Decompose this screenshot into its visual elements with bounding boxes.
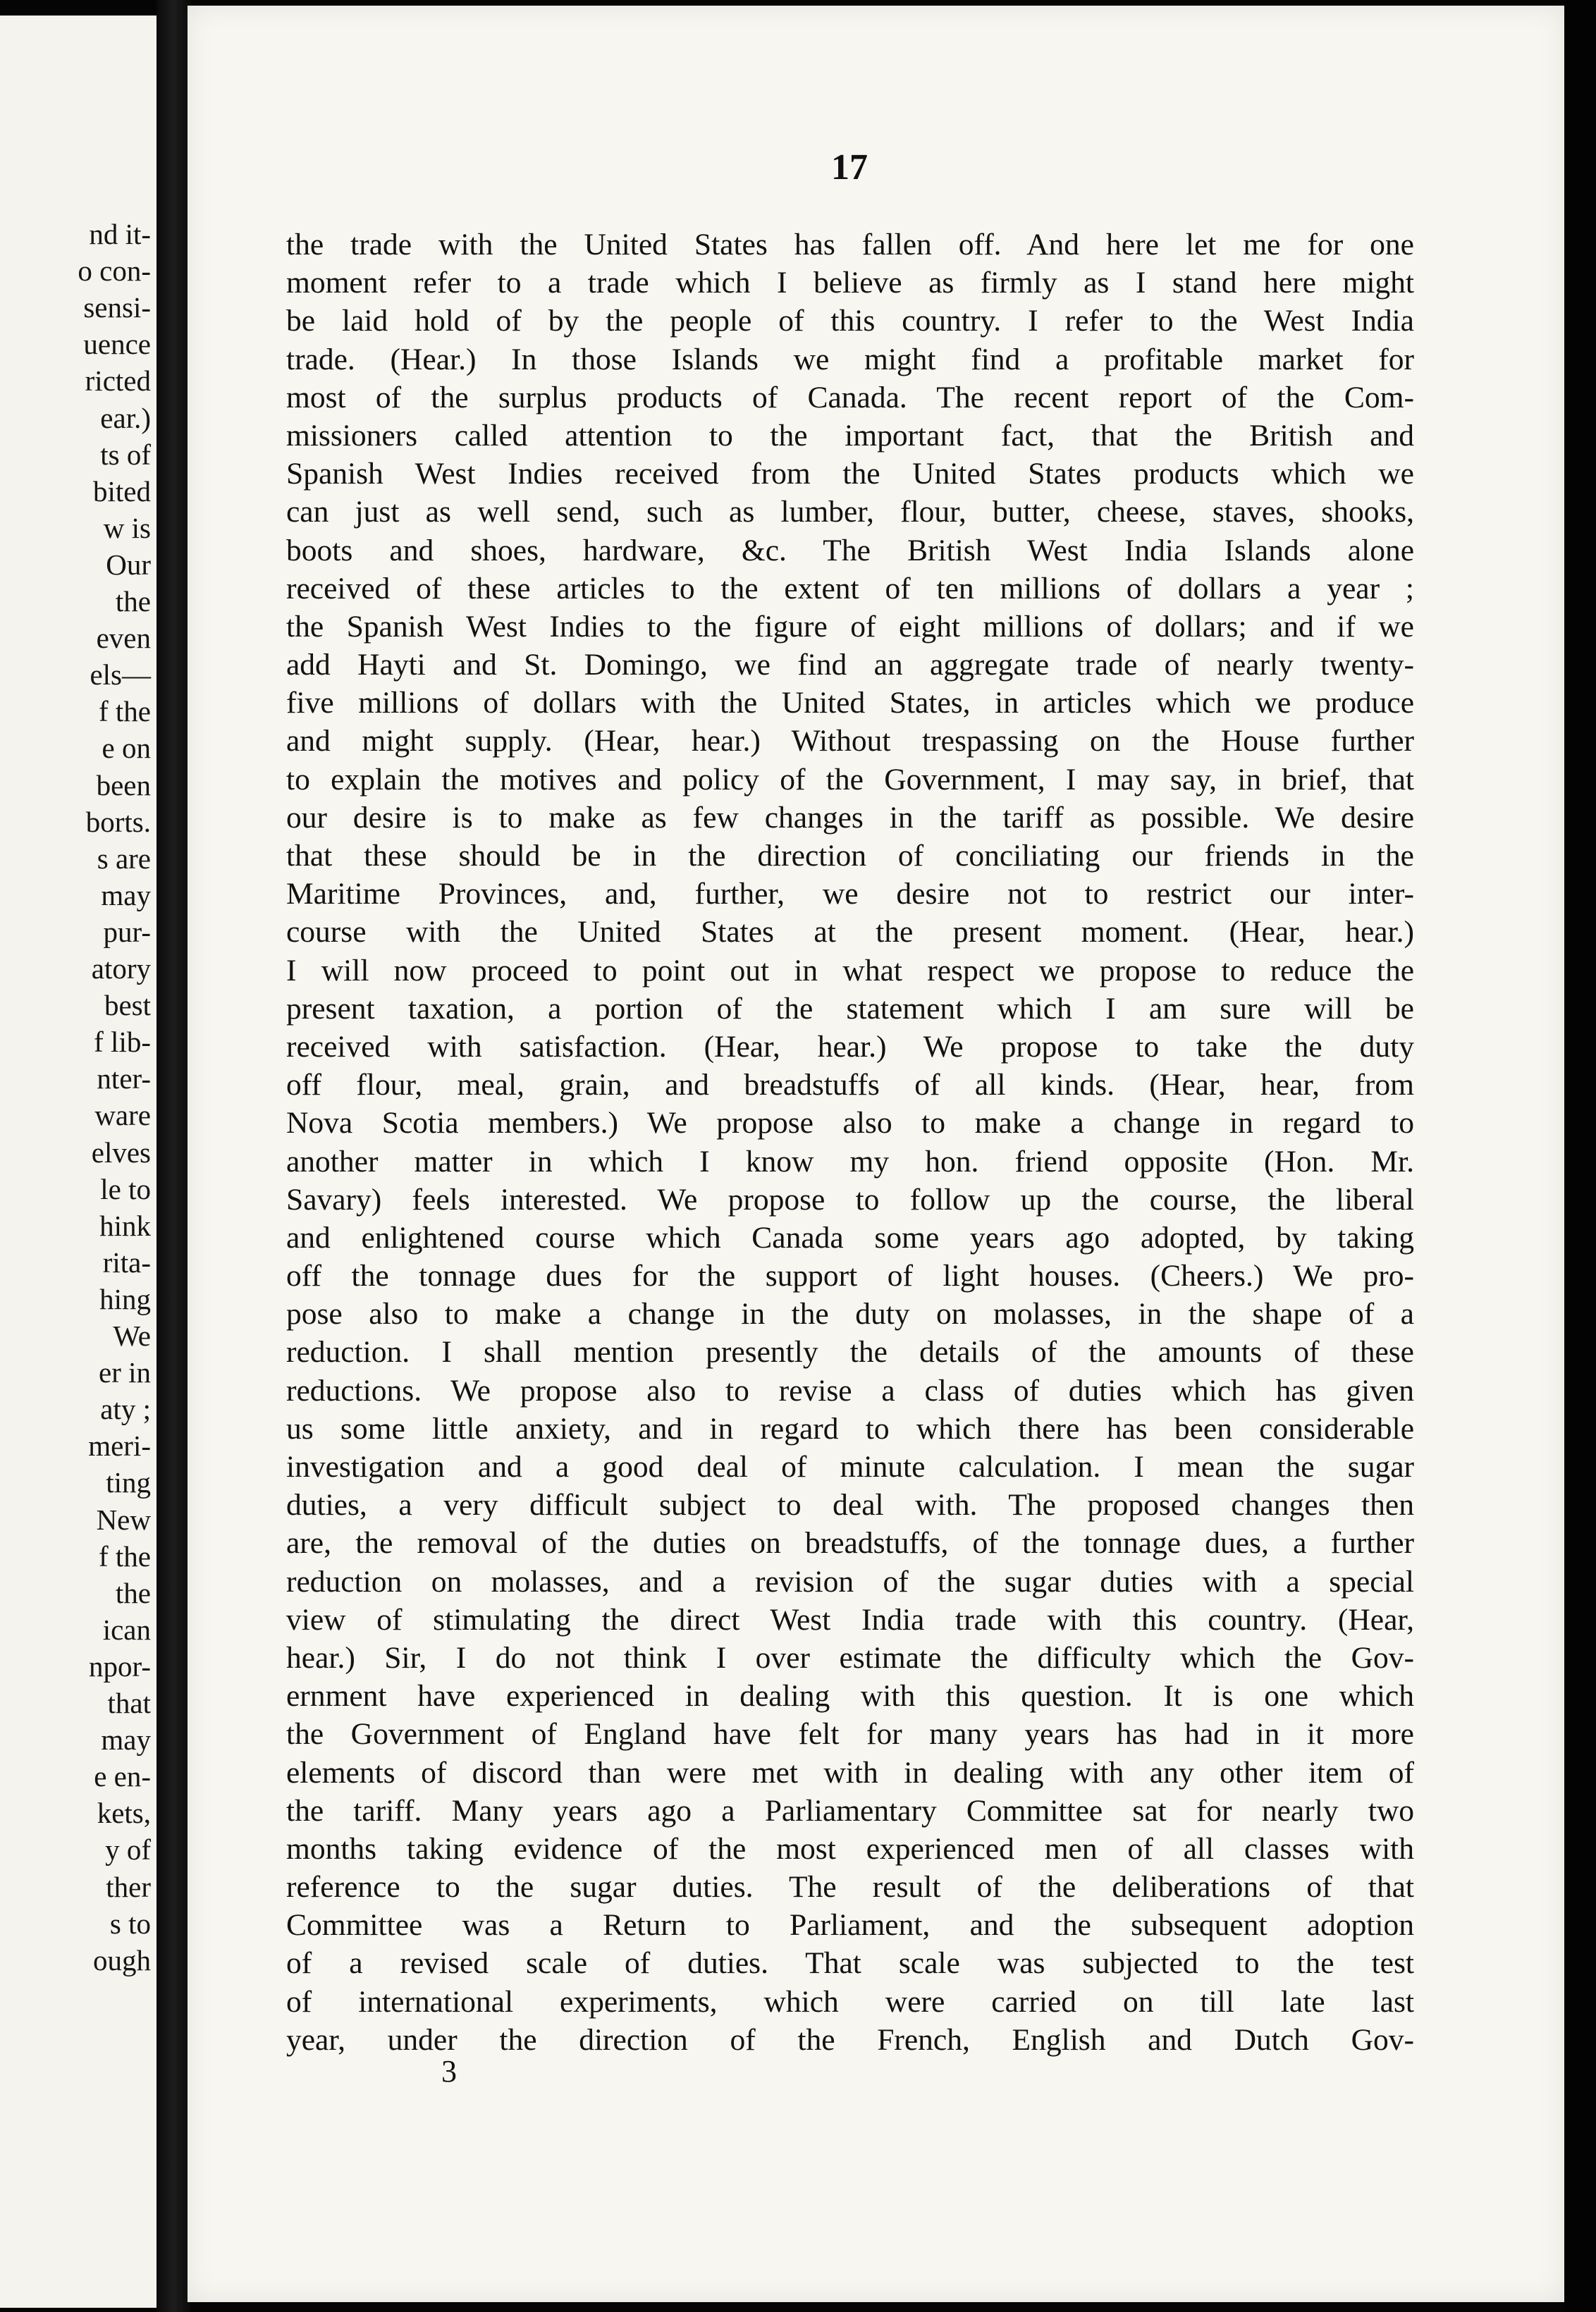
text-line: reduction on molasses, and a revision of the sugar duties with a special [286, 1564, 1414, 1599]
left-page-line-fragment: the [115, 1576, 151, 1609]
text-line: and might supply. (Hear, hear.) Without trespassing on the House further [286, 724, 1414, 758]
body-text [286, 226, 1414, 2059]
text-line: the tariff. Many years ago a Parliamentary Committee sat for nearly two [286, 1793, 1414, 1828]
text-line: hear.) Sir, I do not think I over estimate the difficulty which the Gov- [286, 1640, 1414, 1675]
left-page-line-fragment: els— [90, 658, 151, 691]
left-page-line-fragment: best [104, 989, 151, 1022]
text-line: most of the surplus products of Canada. The recent report of the Com- [286, 380, 1414, 414]
text-line: and enlightened course which Canada some years ago adopted, by taking [286, 1220, 1414, 1255]
left-page-line-fragment: s are [97, 842, 151, 875]
left-page-line-fragment: nd it- [89, 218, 151, 250]
left-page-line-fragment: bited [93, 474, 151, 508]
text-line: pose also to make a change in the duty on molasses, in the shape of a [286, 1297, 1414, 1332]
left-page-line-fragment: hing [99, 1282, 151, 1315]
left-page-line-fragment: npor- [89, 1649, 151, 1683]
text-line: the Government of England have felt for many years has had in it more [286, 1717, 1414, 1752]
left-facing-page [0, 16, 159, 2308]
left-page-line-fragment: hink [99, 1209, 151, 1242]
left-page-line-fragment: f the [99, 695, 151, 728]
text-line: can just as well send, such as lumber, flour, butter, cheese, staves, shooks, [286, 495, 1414, 529]
page-number: 17 [831, 147, 868, 187]
left-page-line-fragment: le to [100, 1172, 151, 1205]
text-line: missioners called attention to the important fact, that the British and [286, 418, 1414, 453]
left-page-line-fragment: ican [102, 1613, 151, 1646]
text-line: off flour, meal, grain, and breadstuffs of all kinds. (Hear, hear, from [286, 1068, 1414, 1102]
text-line: our desire is to make as few changes in the tariff as possible. We desire [286, 800, 1414, 835]
right-page [185, 6, 1567, 2302]
text-line: reduction. I shall mention presently the details of the amounts of these [286, 1335, 1414, 1370]
left-page-line-fragment: even [96, 622, 151, 655]
text-line: off the tonnage dues for the support of light houses. (Cheers.) We pro- [286, 1259, 1414, 1293]
left-page-line-fragment: aty ; [100, 1393, 151, 1426]
text-line: trade. (Hear.) In those Islands we might find a profitable market for [286, 342, 1414, 376]
text-line: five millions of dollars with the United States, in articles which we produce [286, 686, 1414, 720]
text-line: of a revised scale of duties. That scale was subjected to the test [286, 1946, 1414, 1981]
text-line: reductions. We propose also to revise a class of duties which has given [286, 1373, 1414, 1408]
text-line: months taking evidence of the most experienced men of all classes with [286, 1831, 1414, 1866]
left-page-line-fragment: nter- [97, 1062, 151, 1095]
text-line: view of stimulating the direct West India trade with this country. (Hear, [286, 1602, 1414, 1637]
text-line: elements of discord than were met with in dealing with any other item of [286, 1755, 1414, 1790]
text-line: course with the United States at the present moment. (Hear, hear.) [286, 915, 1414, 949]
text-line: the trade with the United States has fallen off. And here let me for one [286, 228, 1414, 262]
text-line: duties, a very difficult subject to deal with. The proposed changes then [286, 1488, 1414, 1523]
text-line: Maritime Provinces, and, further, we desire not to restrict our inter- [286, 877, 1414, 911]
text-line: investigation and a good deal of minute calculation. I mean the sugar [286, 1450, 1414, 1484]
text-line: present taxation, a portion of the statement which I am sure will be [286, 991, 1414, 1026]
left-page-line-fragment: sensi- [83, 291, 151, 324]
left-page-line-fragment: elves [91, 1136, 151, 1169]
left-page-line-fragment: borts. [85, 805, 151, 838]
left-page-line-fragment: ricted [85, 364, 151, 398]
left-page-line-fragment: w is [103, 511, 151, 544]
text-line: boots and shoes, hardware, &c. The British West India Islands alone [286, 533, 1414, 567]
text-line: of international experiments, which were carried on till late last [286, 1984, 1414, 2019]
text-line: the Spanish West Indies to the figure of eight millions of dollars; and if we [286, 609, 1414, 644]
left-page-line-fragment: ware [94, 1099, 151, 1132]
text-line: another matter in which I know my hon. friend opposite (Hon. Mr. [286, 1144, 1414, 1179]
left-page-line-fragment: ough [93, 1943, 151, 1976]
left-page-line-fragment: s to [109, 1907, 151, 1940]
left-page-line-fragment: pur- [103, 915, 151, 948]
text-line: I will now proceed to point out in what respect we propose to reduce the [286, 953, 1414, 988]
left-page-line-fragment: We [113, 1320, 151, 1352]
left-page-line-fragment: e en- [94, 1760, 151, 1793]
left-page-line-fragment: f lib- [94, 1026, 151, 1059]
left-page-line-fragment: er in [99, 1356, 151, 1389]
left-page-line-fragment: that [107, 1687, 151, 1719]
left-page-line-fragment: New [96, 1503, 151, 1536]
left-page-line-fragment: o con- [78, 254, 151, 288]
left-page-line-fragment: atory [91, 952, 151, 985]
text-line: us some little anxiety, and in regard to which there has been considerable [286, 1411, 1414, 1446]
left-page-line-fragment: Our [106, 548, 151, 581]
text-line: moment refer to a trade which I believe as firmly as I stand here might [286, 266, 1414, 300]
text-line: Committee was a Return to Parliament, and the subsequent adoption [286, 1908, 1414, 1943]
text-line: Savary) feels interested. We propose to follow up the course, the liberal [286, 1182, 1414, 1217]
text-line: to explain the motives and policy of the Government, I may say, in brief, that [286, 762, 1414, 797]
left-page-line-fragment: f the [99, 1539, 151, 1573]
left-page-line-fragment: kets, [97, 1797, 151, 1830]
text-line: ernment have experienced in dealing with this question. It is one which [286, 1679, 1414, 1714]
left-page-line-fragment: ear.) [100, 401, 151, 434]
left-page-line-fragment: e on [102, 732, 151, 765]
text-line: be laid hold of by the people of this country. I refer to the West India [286, 304, 1414, 338]
left-page-line-fragment: may [101, 878, 151, 911]
text-line: received with satisfaction. (Hear, hear.) We propose to take the duty [286, 1029, 1414, 1064]
text-line: add Hayti and St. Domingo, we find an aggregate trade of nearly twenty- [286, 648, 1414, 682]
text-line: that these should be in the direction of conciliating our friends in the [286, 839, 1414, 873]
text-line: received of these articles to the extent of ten millions of dollars a year ; [286, 571, 1414, 605]
signature-mark: 3 [441, 2054, 457, 2089]
left-page-line-fragment: ting [106, 1466, 151, 1499]
text-line: are, the removal of the duties on breadstuffs, of the tonnage dues, a further [286, 1526, 1414, 1561]
left-page-line-fragment: may [101, 1723, 151, 1757]
left-page-line-fragment: been [96, 768, 151, 801]
left-page-line-fragment: y of [105, 1833, 151, 1867]
text-line: Spanish West Indies received from the United States products which we [286, 457, 1414, 491]
left-page-line-fragment: rita- [102, 1246, 151, 1279]
text-line: Nova Scotia members.) We propose also to make a change in regard to [286, 1106, 1414, 1140]
left-page-line-fragment: ther [106, 1870, 151, 1903]
text-line: reference to the sugar duties. The result of the deliberations of that [286, 1870, 1414, 1905]
left-page-line-fragment: meri- [88, 1429, 151, 1463]
left-page-line-fragment: uence [83, 328, 151, 361]
left-page-line-fragment: the [115, 585, 151, 617]
text-line: year, under the direction of the French, English and Dutch Gov- [286, 2022, 1414, 2057]
left-page-line-fragment: ts of [100, 438, 151, 471]
scan-right-edge [1564, 0, 1596, 2312]
